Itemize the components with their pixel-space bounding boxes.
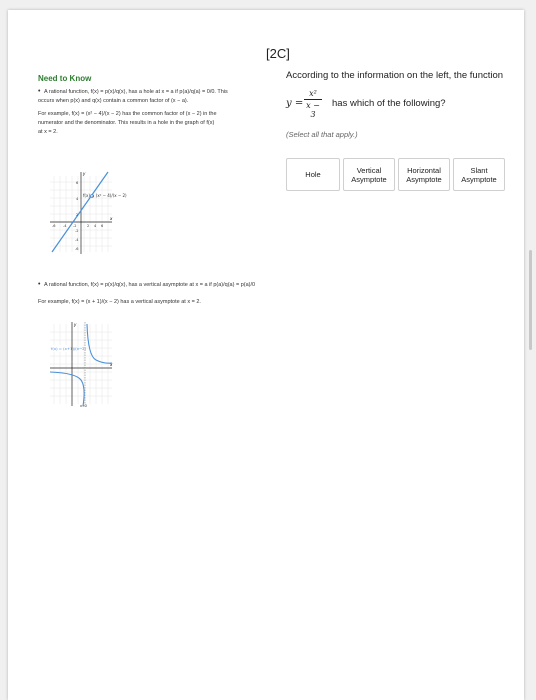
formula-denominator: x − 3 [306, 101, 320, 119]
asymptote-rule-line1: • A rational function, f(x) = p(x)/q(x), has a vertical asymptote at x = a if p(a)/q(a) = p(a)/0 [38, 281, 256, 288]
question-panel [286, 70, 524, 184]
graph2-y-axis-label: y [74, 322, 77, 327]
formula-fraction [304, 89, 322, 119]
asymptote-example: For example, f(x) = (x + 1)/(x − 2) has a vertical asymptote at x = 2. [38, 299, 201, 305]
formula-numerator: x² [304, 89, 322, 100]
option-slant-asymptote-button[interactable] [453, 158, 505, 191]
content-page [8, 10, 524, 700]
bullet-icon: • [38, 281, 41, 288]
graph1-x-axis-label: x [110, 216, 113, 221]
question-prompt-tail: has which of the following? [332, 98, 446, 109]
option-label: Asymptote [461, 174, 497, 184]
option-hole-button[interactable] [286, 158, 340, 191]
graph1-xtick: -6 [52, 224, 56, 228]
graph1-ytick: 4 [76, 197, 79, 201]
need-to-know-heading: Need to Know [38, 74, 92, 83]
asymptote-example-graph [48, 318, 114, 408]
graph1-xtick: -2 [73, 224, 77, 228]
option-label: Horizontal [407, 165, 441, 175]
graph1-xtick: -4 [63, 224, 67, 228]
option-label: Vertical [356, 165, 382, 175]
hole-example-line1: For example, f(x) = (x² − 4)/(x − 2) has the common factor of (x − 2) in the [38, 111, 217, 117]
graph1-ytick: 2 [76, 213, 79, 217]
option-vertical-asymptote-button[interactable] [343, 158, 395, 191]
asymptote-rule-section [38, 280, 268, 307]
option-label: Hole [305, 170, 321, 179]
function-formula [286, 86, 524, 119]
bullet-icon: • [38, 88, 41, 95]
option-label: Asymptote [406, 174, 442, 184]
graph1-xtick: 4 [94, 224, 97, 228]
graph1-xtick: 6 [101, 224, 104, 228]
option-label: Slant [470, 165, 488, 175]
graph2-x-axis-label: x [110, 362, 113, 367]
hole-example-line2: numerator and the denominator. This results in a hole in the graph of f(x) [38, 120, 215, 126]
hole-rule-line1: • A rational function, f(x) = p(x)/q(x), has a hole at x = a if p(a)/q(a) = 0/0. This [38, 88, 228, 95]
graph1-ytick: -4 [75, 238, 79, 242]
formula-y-equals: y = [286, 98, 304, 109]
graph1-ytick: 6 [76, 181, 79, 185]
vertical-scrollbar[interactable] [529, 250, 532, 350]
graph1-ytick: -6 [75, 247, 79, 251]
hole-example-graph [48, 166, 127, 256]
select-instruction: (Select all that apply.) [286, 130, 358, 139]
graph1-y-axis-label: y [83, 171, 86, 176]
hole-example-line3: at x = 2. [38, 129, 58, 135]
need-to-know-panel [38, 74, 268, 408]
option-horizontal-asymptote-button[interactable] [398, 158, 450, 191]
answer-options [286, 158, 505, 191]
graph1-ytick: -2 [75, 229, 79, 233]
question-prompt: According to the information on the left, the function [286, 70, 504, 81]
hole-rule-line2: occurs when p(x) and q(x) contain a common factor of (x − a). [38, 98, 189, 104]
graph2-asymptote-label: x=2 [80, 404, 88, 408]
graph1-label: f(x) = (x² − 4)/(x − 2) [83, 193, 127, 198]
graph2-label: f(x) = (x+1)/(x−2) [51, 346, 87, 351]
option-label: Asymptote [351, 174, 387, 184]
graph1-xtick: 2 [87, 224, 90, 228]
question-id: [2C] [266, 46, 290, 61]
